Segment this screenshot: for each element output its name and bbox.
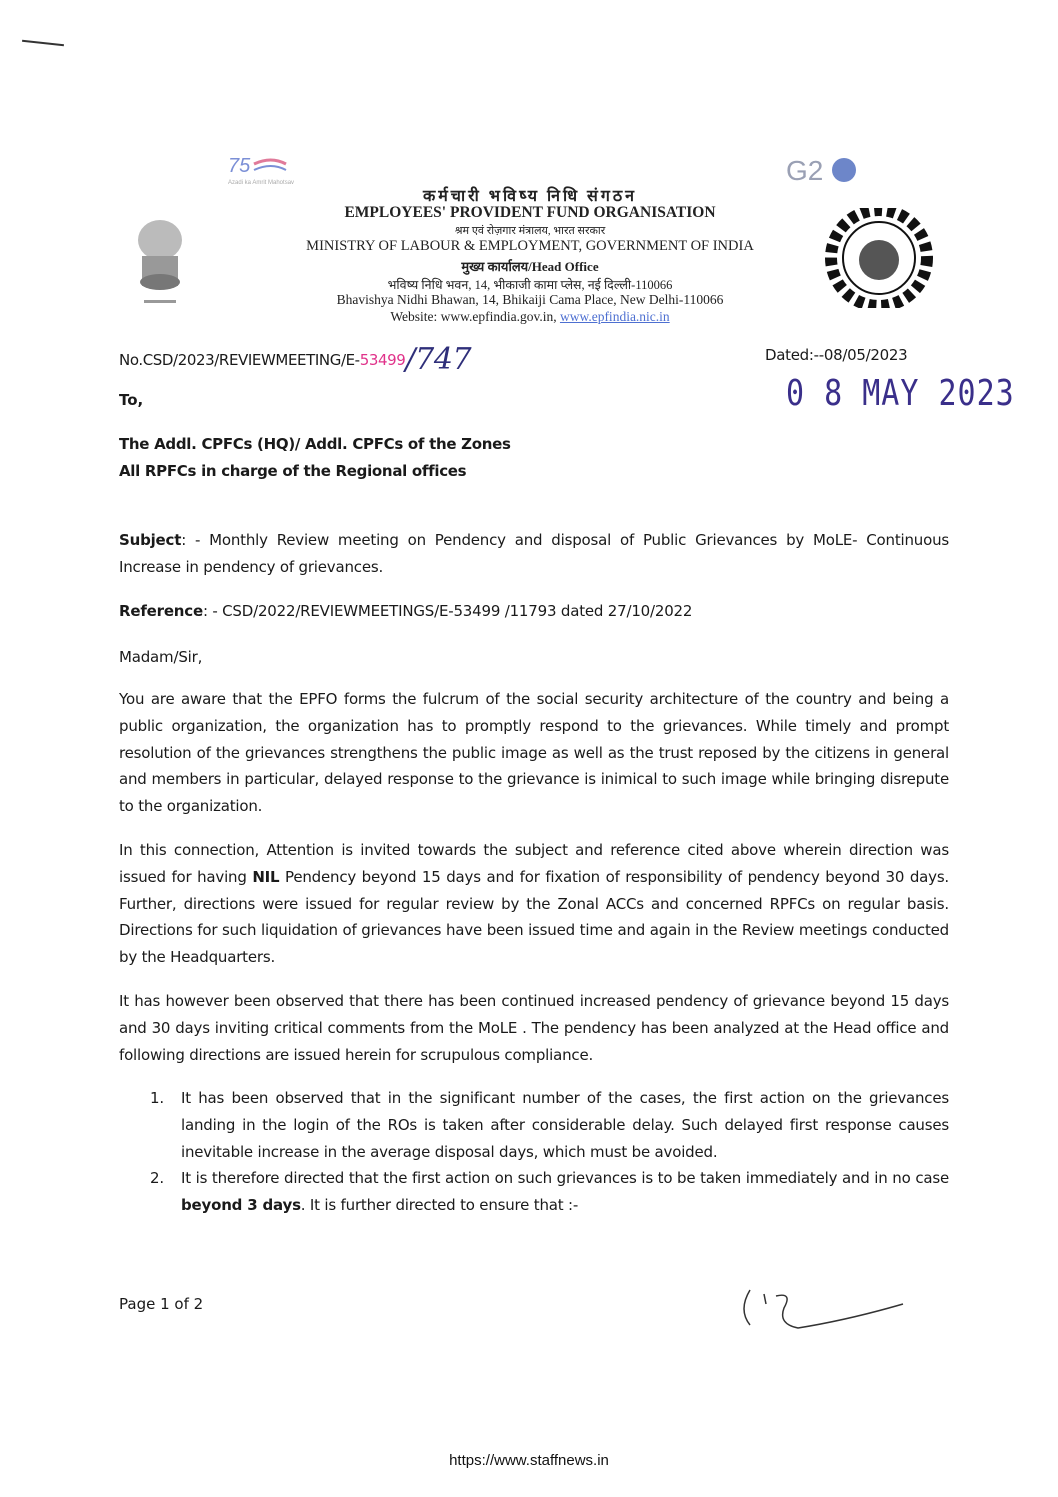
addressee-2: All RPFCs in charge of the Regional offices xyxy=(119,462,467,480)
ref-highlight: 53499 xyxy=(359,351,406,369)
office-name: मुख्य कार्यालय/Head Office xyxy=(461,259,599,274)
handwritten-number: /747 xyxy=(405,342,472,377)
svg-text:G2: G2 xyxy=(786,155,824,186)
hindi-address: भविष्य निधि भवन, 14, भीकाजी कामा प्लेस, नई दिल्ली-110066 xyxy=(387,278,673,292)
list-item-1 xyxy=(150,1085,949,1165)
reference xyxy=(119,598,949,625)
list-text xyxy=(181,1165,949,1219)
epfo-logo xyxy=(818,208,940,308)
paragraph-3: It has however been observed that there has been continued increased pendency of grievance beyond 15 days and 30 days inviting critical comments from the MoLE . The pendency has been analyzed at the Head office and following directions are issued herein for scrupulous compliance. xyxy=(119,992,949,1064)
list-text-end: . It is further directed to ensure that :- xyxy=(300,1195,579,1214)
reference-label: Reference xyxy=(119,602,203,620)
org-name: EMPLOYEES' PROVIDENT FUND ORGANISATION xyxy=(344,204,716,221)
website-line xyxy=(230,309,830,325)
subject-label: Subject xyxy=(119,531,182,549)
salutation: Madam/Sir, xyxy=(119,648,203,666)
subject xyxy=(119,527,949,581)
paragraph-2-bold: NIL xyxy=(252,867,280,886)
list-number: 1. xyxy=(150,1089,164,1107)
paragraph-1: You are aware that the EPFO forms the fulcrum of the social security architecture of the country and being a public organization, the organization has to promptly respond to the grievances. While timely and prompt resolution of the grievances strengthens the public image as well as the trust reposed by the citizens in general and members in particular, delayed response to the grievance is inimical to such image while bringing disrepute to the organization. xyxy=(119,690,949,816)
website-text: Website: www.epfindia.gov.in, xyxy=(390,309,560,324)
reference-text: : - CSD/2022/REVIEWMEETINGS/E-53499 /11793 dated 27/10/2022 xyxy=(202,602,693,620)
national-emblem-logo xyxy=(128,210,192,310)
paragraph-2 xyxy=(119,837,949,971)
hindi-org-name: कर्मचारी भविष्य निधि संगठन xyxy=(422,188,638,205)
ministry-name: MINISTRY OF LABOUR & EMPLOYMENT, GOVERNMENT OF INDIA xyxy=(306,238,754,254)
website-link[interactable]: www.epfindia.nic.in xyxy=(559,309,670,324)
footer-url[interactable]: https://www.staffnews.in xyxy=(449,1452,609,1469)
list-text-start: It is therefore directed that the first action on such grievances is to be taken immediately and in no case xyxy=(181,1169,949,1187)
paragraph-2-text: In this connection, Attention is invited towards the subject and reference cited above wherein direction was issued for having xyxy=(119,841,949,886)
list-item-2 xyxy=(150,1165,949,1219)
addressee-1: The Addl. CPFCs (HQ)/ Addl. CPFCs of the Zones xyxy=(119,435,511,453)
subject-text: : - Monthly Review meeting on Pendency and disposal of Public Grievances by MoLE- Continuous Increase in pendency of grievances. xyxy=(119,531,949,576)
ref-prefix: No.CSD/2023/REVIEWMEETING/E- xyxy=(119,351,360,369)
date-stamp: 0 8 MAY 2023 xyxy=(786,372,1015,415)
svg-text:Azadi ka Amrit Mahotsav: Azadi ka Amrit Mahotsav xyxy=(228,180,295,186)
scan-mark xyxy=(22,40,64,46)
page-number: Page 1 of 2 xyxy=(119,1295,204,1313)
address: Bhavishya Nidhi Bhawan, 14, Bhikaiji Cama Place, New Delhi-110066 xyxy=(336,292,724,307)
to-label: To, xyxy=(119,391,144,409)
hindi-ministry: श्रम एवं रोज़गार मंत्रालय, भारत सरकार xyxy=(454,225,606,237)
reference-number xyxy=(119,342,472,377)
svg-text:75: 75 xyxy=(228,155,251,177)
list-number: 2. xyxy=(150,1169,164,1187)
list-text: It has been observed that in the significant number of the cases, the first action on the grievances landing in the login of the ROs is taken after considerable delay. Such delayed first response causes inevitable increase in the average disposal days, which must be avoided. xyxy=(181,1089,949,1161)
signature xyxy=(738,1280,908,1340)
paragraph-2-text-end: Pendency beyond 15 days and for fixation of responsibility of pendency beyond 30 days. Further, directions were issued for regular review by the Zonal ACCs and concerned RPFCs on regular basis. Directions for such liquidation of grievances have been issued time and again in the Review meetings conducted by the Headquarters. xyxy=(119,867,949,967)
list-text-bold: beyond 3 days xyxy=(181,1195,301,1214)
dated: Dated:--08/05/2023 xyxy=(765,346,908,364)
